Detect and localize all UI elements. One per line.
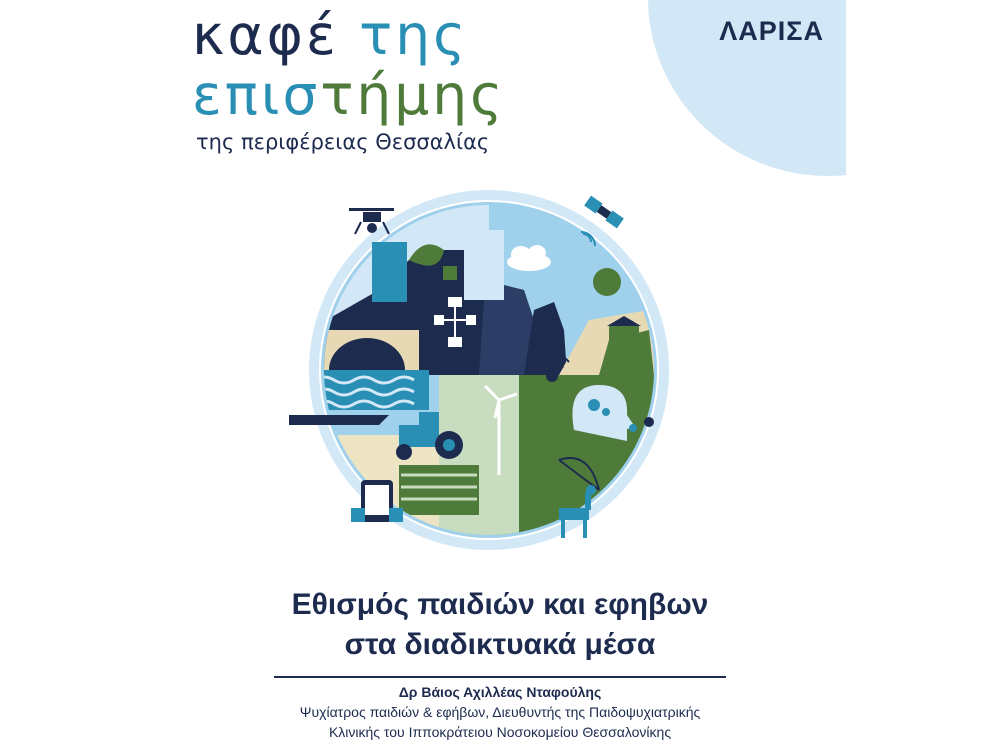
dot-navy — [644, 417, 654, 427]
dock-shape — [289, 415, 389, 425]
logo-line-2 — [192, 63, 506, 127]
speaker-name: Δρ Βάιος Αχιλλέας Νταφούλης — [398, 684, 602, 700]
sun-icon — [593, 268, 621, 296]
circuit-chip-icon — [437, 260, 463, 286]
logo-word-timis: τήμης — [320, 63, 506, 127]
block-teal — [372, 242, 407, 302]
science-illustration — [289, 190, 709, 560]
divider — [274, 676, 726, 678]
talk-title-line-1: Εθισμός παιδιών και εφηβων — [291, 588, 709, 621]
logo-word-tis: της — [359, 3, 469, 67]
speaker-role-line-1: Ψυχίατρος παιδιών & εφήβων, Διευθυντής της Παιδοψυχιατρικής — [299, 704, 701, 720]
logo-subtitle: της περιφέρειας Θεσσαλίας — [196, 130, 490, 154]
talk-title-line-2: στα διαδικτυακά μέσα — [344, 628, 656, 661]
bridge-icon — [314, 330, 419, 370]
drone-icon — [349, 208, 394, 234]
speaker-role-line-2: Κλινικής του Ιπποκράτειου Νοσοκομείου Θεσσαλονίκης — [328, 724, 672, 740]
dot-teal — [629, 424, 637, 432]
logo-word-epis: επισ — [192, 63, 321, 127]
poster — [154, 0, 846, 749]
block-light — [464, 230, 504, 300]
logo-word-kafe: καφέ — [192, 3, 360, 67]
city-label: ΛΑΡΙΣΑ — [719, 16, 824, 46]
logo-line-1 — [192, 3, 469, 67]
